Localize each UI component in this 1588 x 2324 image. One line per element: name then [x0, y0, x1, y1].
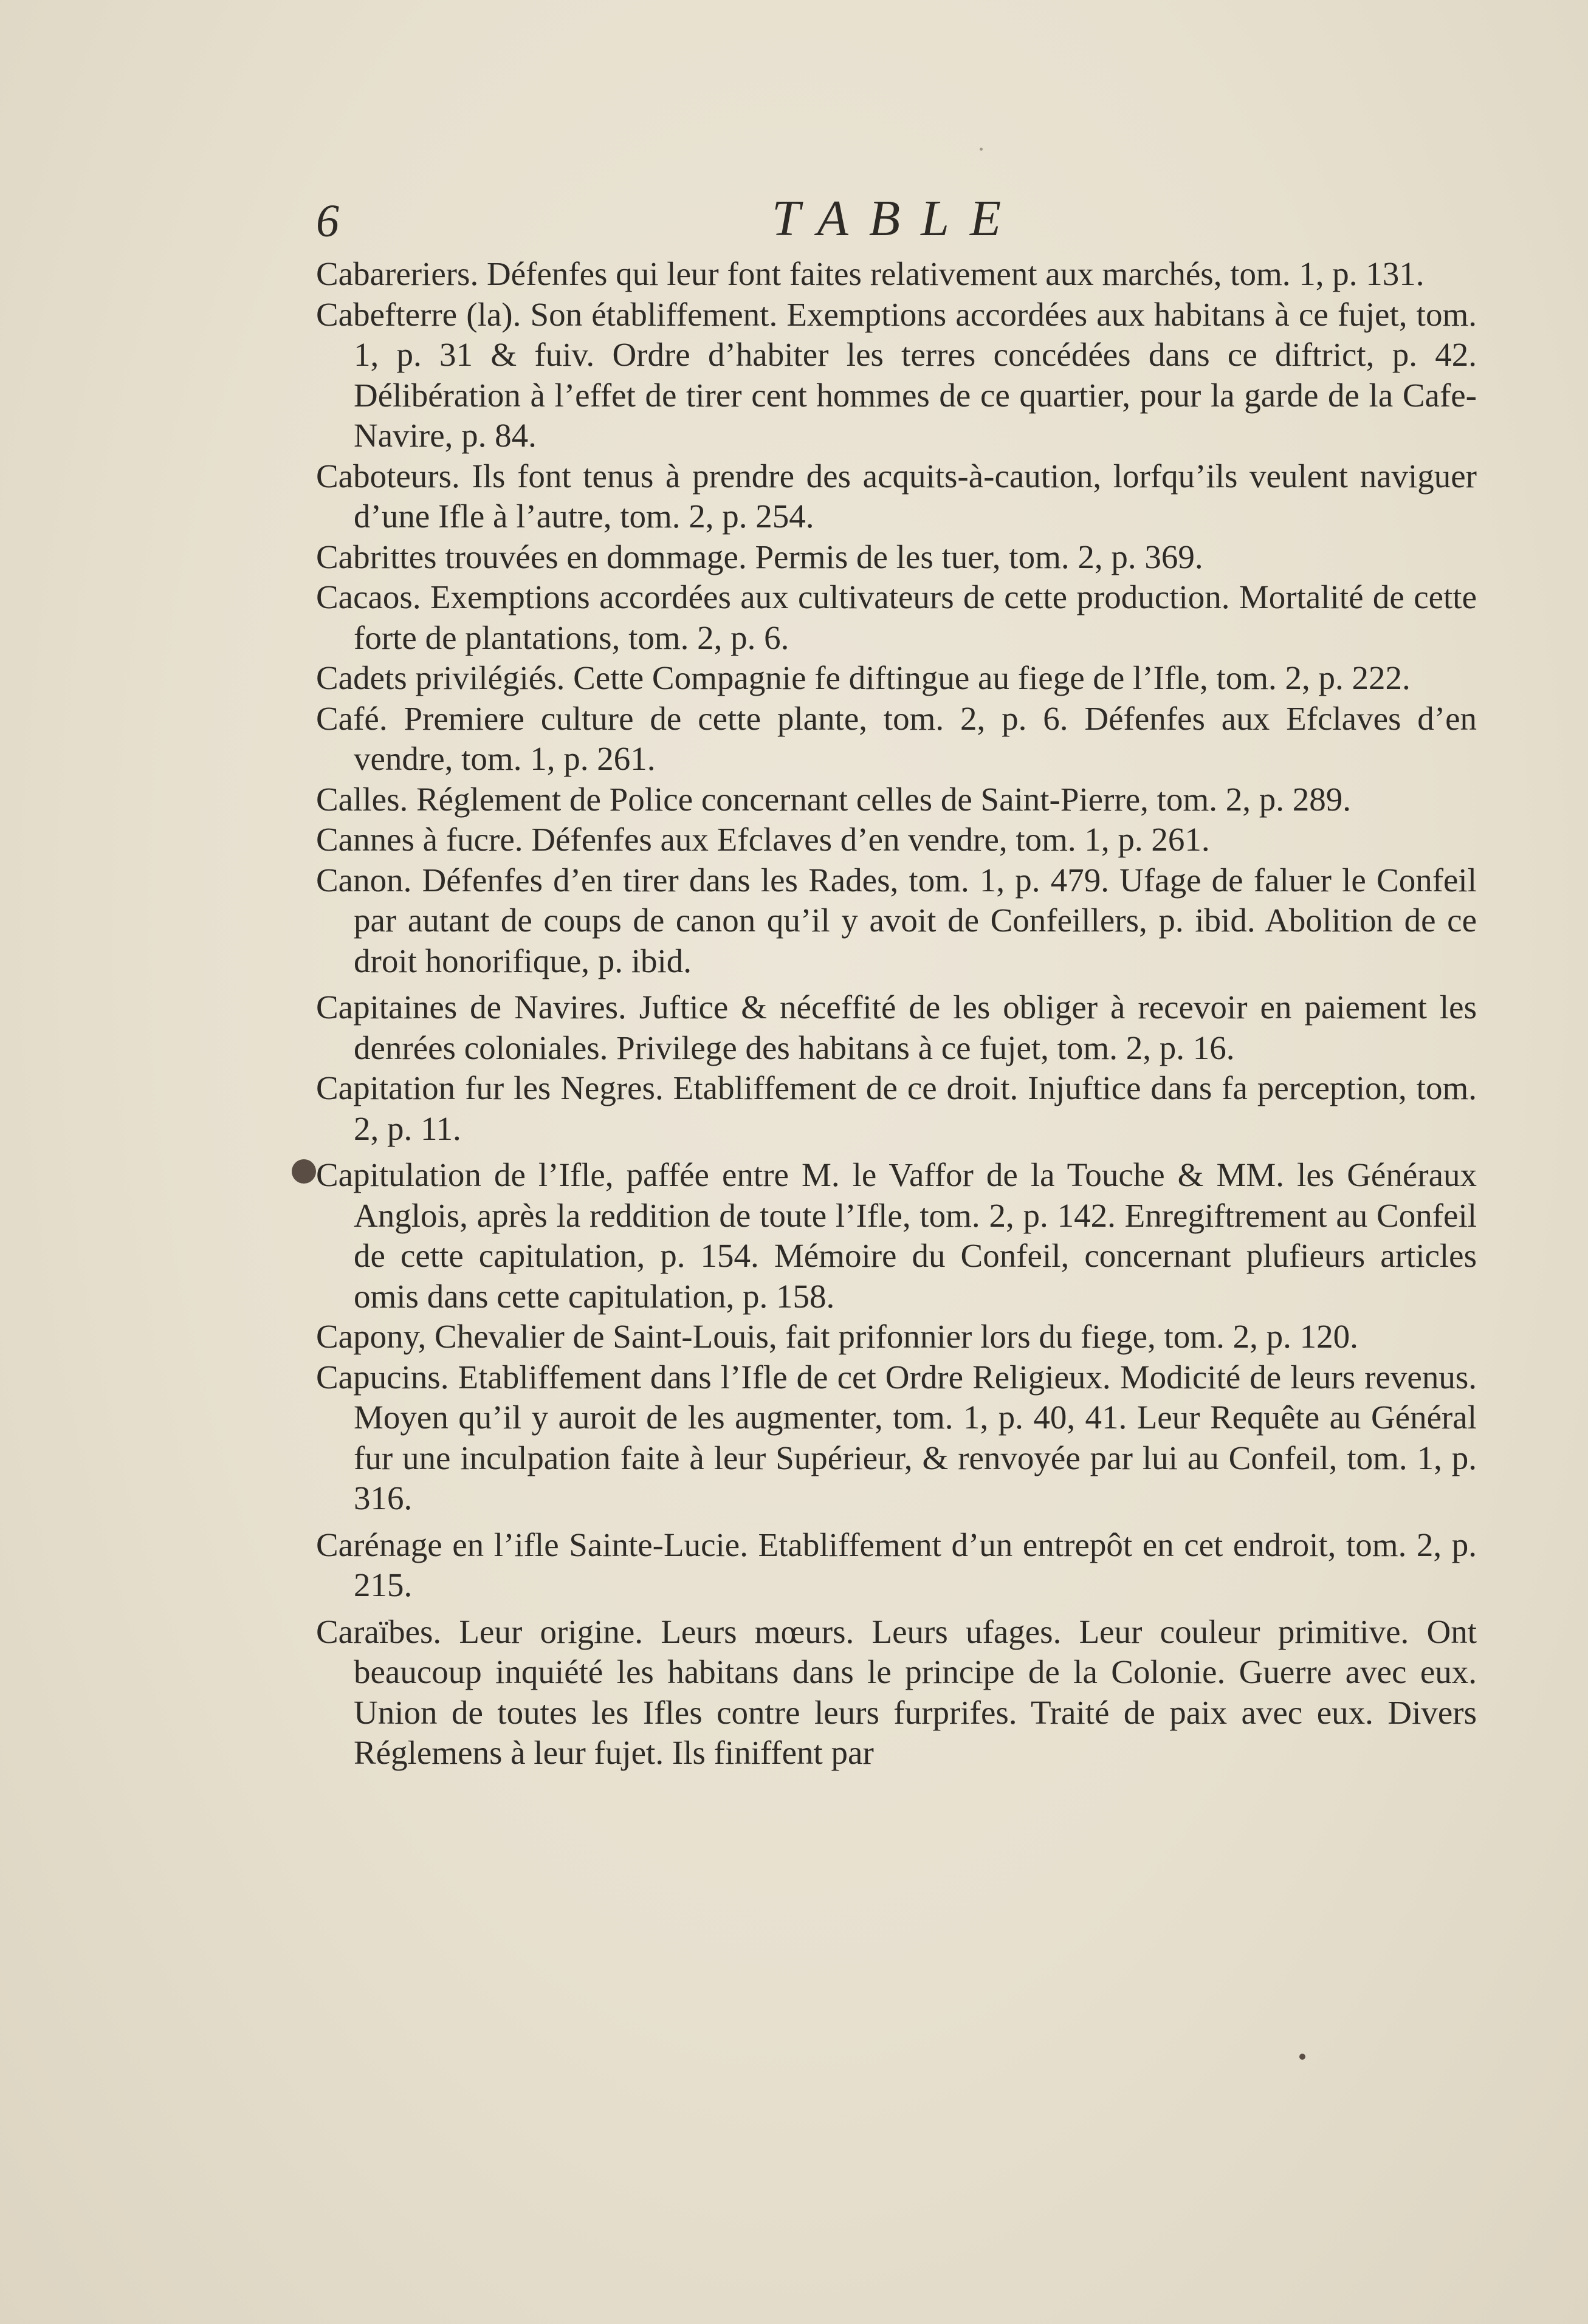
index-entry: Capitation fur les Negres. Etabliffement de ce droit. Injuftice dans fa perception, tom. 2, p. 11. — [316, 1069, 1477, 1147]
index-entry: Canon. Défenfes d’en tirer dans les Rades, tom. 1, p. 479. Ufage de faluer le Confeil par autant de coups de canon qu’il y avoit de Confeillers, p. ibid. Abolition de ce droit honorifique, p. ibid. — [316, 861, 1477, 979]
index-entry: Capitulation de l’Ifle, paffée entre M. le Vaffor de la Touche & MM. les Généraux Anglois, après la reddition de toute l’Ifle, tom. 2, p. 142. Enregiftrement au Confeil de cette capitulation, p. 154. Mémoire du Confeil, concernant plufieurs articles omis dans cette capitulation, p. 158. — [316, 1156, 1477, 1315]
ink-blot — [292, 1159, 316, 1184]
index-entry: Cannes à fucre. Défenfes aux Efclaves d’en vendre, tom. 1, p. 261. — [316, 821, 1210, 858]
page-number: 6 — [316, 196, 339, 247]
index-entry: Carénage en l’ifle Sainte-Lucie. Etabliffement d’un entrepôt en cet endroit, tom. 2, p. 215. — [316, 1526, 1477, 1603]
index-entry: Cadets privilégiés. Cette Compagnie fe diftingue au fiege de l’Ifle, tom. 2, p. 222. — [316, 659, 1411, 696]
index-entry: Café. Premiere culture de cette plante, tom. 2, p. 6. Défenfes aux Efclaves d’en vendre, tom. 1, p. 261. — [316, 699, 1477, 777]
page-header — [0, 190, 1588, 254]
ink-speck — [980, 148, 983, 151]
index-entries — [316, 254, 1477, 1774]
index-entry: Caraïbes. Leur origine. Leurs mœurs. Leurs ufages. Leur couleur primitive. Ont beaucoup inquiété les habitans dans le principe de la Colonie. Guerre avec eux. Union de toutes les Ifles contre leurs furprifes. Traité de paix avec eux. Divers Réglemens à leur fujet. Ils finiffent par — [316, 1613, 1477, 1771]
index-entry: Cacaos. Exemptions accordées aux cultivateurs de cette production. Mortalité de cette forte de plantations, tom. 2, p. 6. — [316, 578, 1477, 656]
index-entry: Capucins. Etabliffement dans l’Ifle de cet Ordre Religieux. Modicité de leurs revenus. Moyen qu’il y auroit de les augmenter, tom. 1, p. 40, 41. Leur Requête au Général fur une inculpation faite à leur Supérieur, & renvoyée par lui au Confeil, tom. 1, p. 316. — [316, 1358, 1477, 1517]
ink-speck — [1299, 2054, 1305, 2060]
index-entry: Cabrittes trouvées en dommage. Permis de les tuer, tom. 2, p. 369. — [316, 538, 1203, 575]
index-entry: Calles. Réglement de Police concernant celles de Saint-Pierre, tom. 2, p. 289. — [316, 780, 1351, 818]
index-entry: Capitaines de Navires. Juftice & néceffité de les obliger à recevoir en paiement les denrées coloniales. Privilege des habitans à ce fujet, tom. 2, p. 16. — [316, 989, 1477, 1066]
index-entry: Capony, Chevalier de Saint-Louis, fait prifonnier lors du fiege, tom. 2, p. 120. — [316, 1318, 1358, 1355]
index-entry: Cabareriers. Défenfes qui leur font faites relativement aux marchés, tom. 1, p. 131. — [316, 255, 1425, 292]
running-title: TABLE — [772, 190, 1022, 247]
index-entry: Caboteurs. Ils font tenus à prendre des acquits-à-caution, lorfqu’ils veulent naviguer d’une Ifle à l’autre, tom. 2, p. 254. — [316, 457, 1477, 535]
index-entry: Cabefterre (la). Son établiffement. Exemptions accordées aux habitans à ce fujet, tom. 1, p. 31 & fuiv. Ordre d’habiter les terres concédées dans ce diftrict, p. 42. Délibération à l’effet de tirer cent hommes de ce quartier, pour la garde de la Cafe-Navire, p. 84. — [316, 295, 1477, 454]
